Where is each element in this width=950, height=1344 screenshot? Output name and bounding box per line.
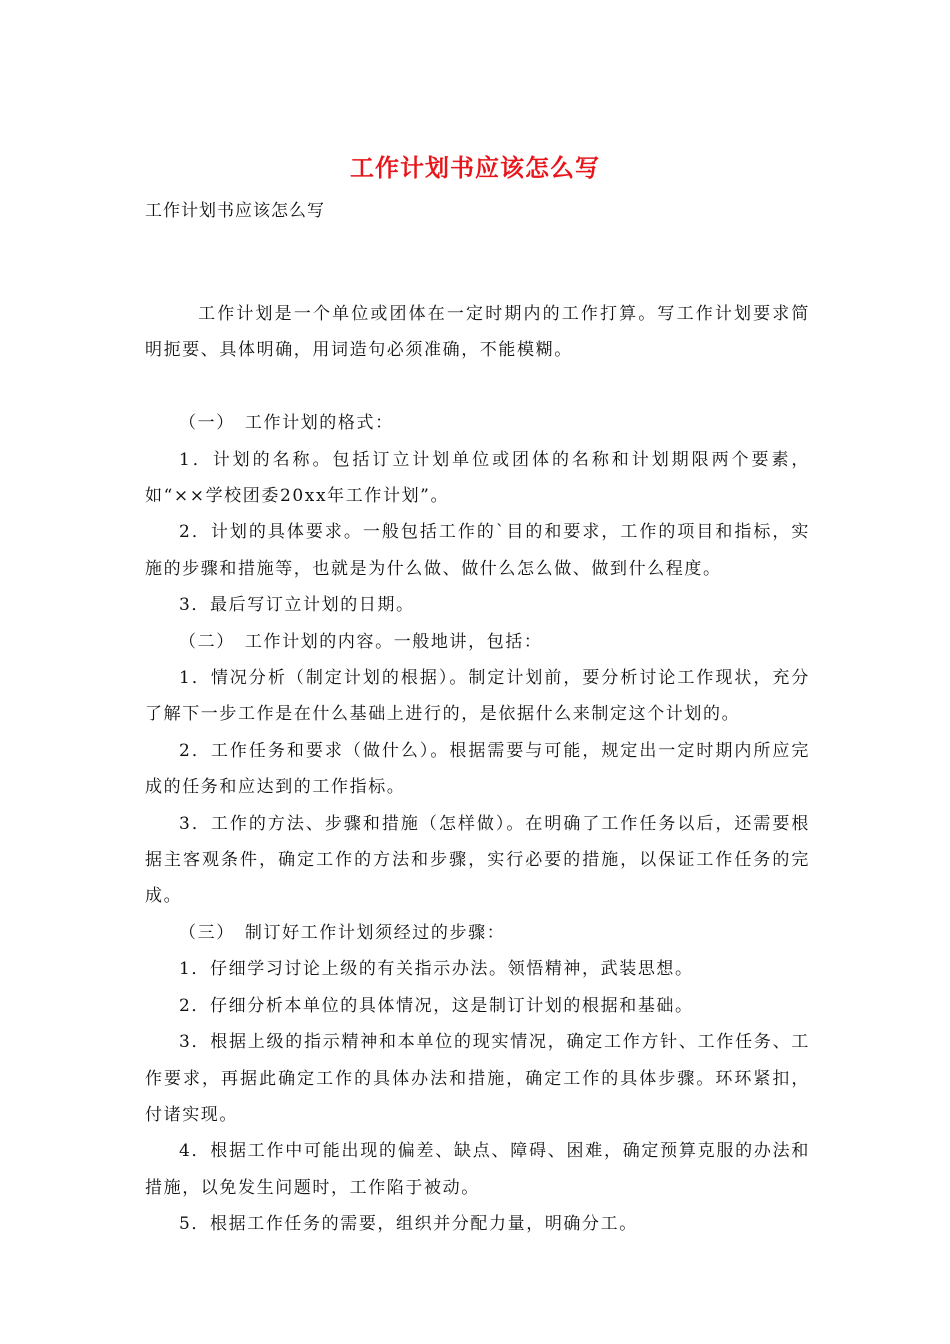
- paragraph-gap: [145, 369, 810, 405]
- list-item: 4．根据工作中可能出现的偏差、缺点、障碍、困难，确定预算克服的办法和措施，以免发生问题时，工作陷于被动。: [145, 1141, 810, 1198]
- document-subtitle: 工作计划书应该怎么写: [145, 201, 325, 221]
- list-item: 2．仔细分析本单位的具体情况，这是制订计划的根据和基础。: [179, 995, 694, 1016]
- list-item: 5．根据工作任务的需要，组织并分配力量，明确分工。: [179, 1214, 638, 1235]
- list-item: 2．计划的具体要求。一般包括工作的`目的和要求，工作的项目和指标，实施的步骤和措施等，也就是为什么做、做什么怎么做、做到什么程度。: [145, 522, 810, 579]
- list-item: 1．仔细学习讨论上级的有关指示办法。领悟精神，武装思想。: [179, 959, 694, 980]
- list-item: 2．工作任务和要求（做什么）。根据需要与可能，规定出一定时期内所应完成的任务和应达到的工作指标。: [145, 740, 810, 798]
- document-title: 工作计划书应该怎么写: [350, 153, 600, 182]
- list-item: 1．情况分析（制定计划的根据）。制定计划前，要分析讨论工作现状，充分了解下一步工作是在什么基础上进行的，是依据什么来制定这个计划的。: [145, 668, 810, 725]
- list-item: 3．工作的方法、步骤和措施（怎样做）。在明确了工作任务以后，还需要根据主客观条件，确定工作的方法和步骤，实行必要的措施，以保证工作任务的完成。: [145, 813, 810, 907]
- list-item: 3．最后写订立计划的日期。: [179, 595, 415, 616]
- section-heading: （二） 工作计划的内容。一般地讲，包括：: [179, 631, 543, 652]
- document-body: [145, 296, 810, 1243]
- section-heading: （三） 制订好工作计划须经过的步骤：: [179, 922, 506, 943]
- intro-paragraph: 工作计划是一个单位或团体在一定时期内的工作打算。写工作计划要求简明扼要、具体明确，用词造句必须准确，不能模糊。: [145, 304, 810, 361]
- list-item: 1．计划的名称。包括订立计划单位或团体的名称和计划期限两个要素，如“××学校团委20xx年工作计划”。: [145, 449, 810, 507]
- list-item: 3．根据上级的指示精神和本单位的现实情况，确定工作方针、工作任务、工作要求，再据此确定工作的具体办法和措施，确定工作的具体步骤。环环紧扣，付诸实现。: [145, 1032, 810, 1125]
- section-heading: （一） 工作计划的格式：: [179, 413, 394, 434]
